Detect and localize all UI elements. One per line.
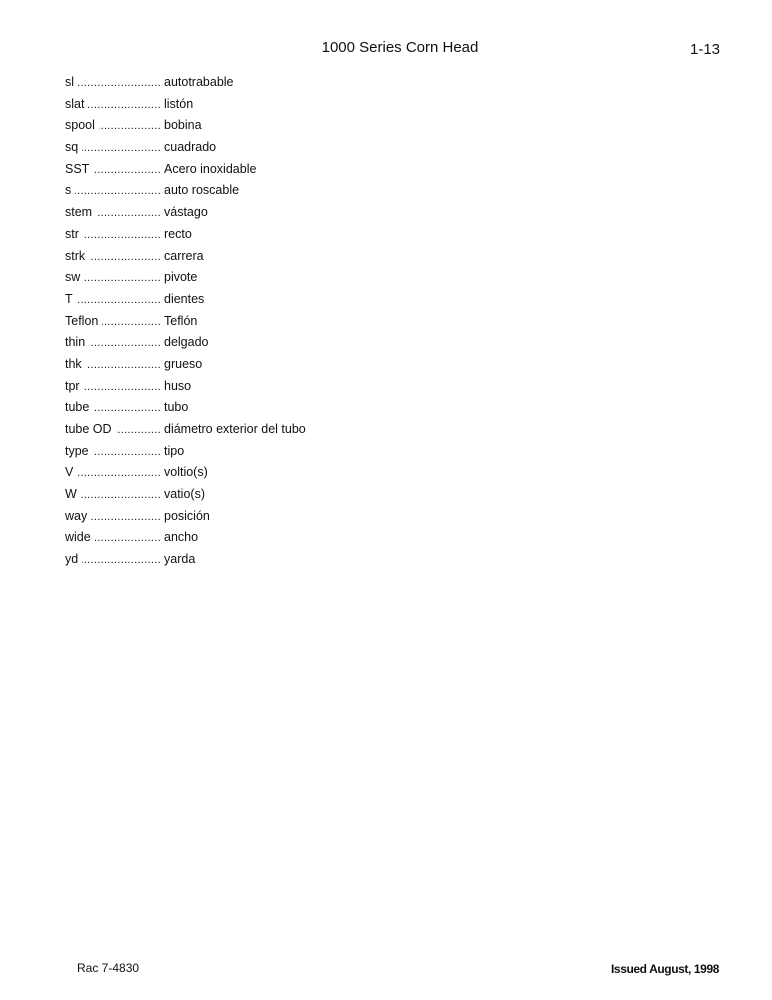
- glossary-term: Teflon: [65, 313, 99, 328]
- glossary-entry: [65, 419, 385, 441]
- glossary-meaning: autotrabable: [164, 75, 234, 89]
- glossary-term: V: [65, 465, 74, 480]
- glossary-entry: [65, 332, 385, 354]
- dot-leader: [95, 528, 161, 550]
- glossary-term: spool: [65, 118, 95, 133]
- dot-leader: [89, 247, 161, 269]
- glossary-list: [65, 72, 385, 571]
- glossary-meaning: recto: [164, 226, 192, 241]
- glossary-term: SST: [65, 161, 90, 176]
- glossary-meaning: yarda: [164, 552, 196, 567]
- glossary-meaning: posición: [164, 508, 210, 523]
- glossary-meaning: tubo: [164, 400, 189, 415]
- dot-leader: [82, 550, 161, 572]
- glossary-term: thin: [65, 335, 86, 350]
- dot-leader: [93, 398, 161, 420]
- glossary-meaning: tipo: [164, 443, 185, 458]
- glossary-entry: [65, 289, 385, 311]
- glossary-meaning: vástago: [164, 205, 208, 220]
- glossary-meaning: diámetro exterior del tubo: [164, 422, 306, 436]
- glossary-meaning: grueso: [164, 356, 203, 371]
- glossary-meaning: bobina: [164, 118, 202, 133]
- glossary-meaning: vatio(s): [164, 487, 205, 502]
- glossary-term: s: [65, 183, 72, 198]
- glossary-term: stem: [65, 205, 93, 220]
- dot-leader: [75, 181, 161, 203]
- glossary-term: tube: [65, 400, 90, 415]
- dot-leader: [116, 420, 161, 442]
- glossary-meaning: cuadrado: [164, 140, 217, 155]
- glossary-term: strk: [65, 248, 86, 263]
- glossary-meaning: Teflón: [164, 313, 198, 328]
- glossary-term: sw: [65, 270, 81, 285]
- page-title: 1000 Series Corn Head: [321, 39, 479, 56]
- glossary-entry: [65, 137, 385, 159]
- glossary-entry: [65, 549, 385, 571]
- glossary-entry: [65, 311, 385, 333]
- dot-leader: [82, 138, 161, 160]
- dot-leader: [84, 268, 161, 290]
- glossary-meaning: Acero inoxidable: [164, 161, 257, 176]
- glossary-term: thk: [65, 356, 82, 371]
- dot-leader: [96, 203, 161, 225]
- glossary-meaning: listón: [164, 96, 194, 111]
- dot-leader: [84, 377, 161, 399]
- glossary-term: yd: [65, 552, 79, 567]
- glossary-term: sl: [65, 75, 75, 89]
- dot-leader: [89, 333, 161, 355]
- glossary-meaning: dientes: [164, 291, 205, 306]
- dot-leader: [91, 507, 161, 529]
- dot-leader: [81, 485, 161, 507]
- glossary-entry: [65, 202, 385, 224]
- glossary-meaning: pivote: [164, 270, 198, 285]
- glossary-term: type: [65, 443, 89, 458]
- glossary-meaning: ancho: [164, 530, 199, 545]
- glossary-term: W: [65, 487, 77, 502]
- glossary-entry: [65, 462, 385, 484]
- glossary-meaning: huso: [164, 378, 192, 393]
- glossary-entry: [65, 72, 385, 94]
- dot-leader: [88, 95, 161, 117]
- dot-leader: [93, 160, 161, 182]
- dot-leader: [77, 290, 161, 312]
- glossary-entry: [65, 506, 385, 528]
- glossary-entry: [65, 441, 385, 463]
- glossary-entry: [65, 94, 385, 116]
- glossary-term: str: [65, 226, 79, 241]
- glossary-entry: [65, 159, 385, 181]
- glossary-entry: [65, 484, 385, 506]
- glossary-term: wide: [65, 530, 91, 545]
- glossary-entry: [65, 354, 385, 376]
- glossary-term: tube OD: [65, 422, 112, 436]
- glossary-entry: [65, 246, 385, 268]
- glossary-entry: [65, 267, 385, 289]
- glossary-meaning: delgado: [164, 335, 209, 350]
- glossary-meaning: voltio(s): [164, 465, 208, 480]
- document-number: Rac 7-4830: [77, 961, 140, 975]
- dot-leader: [83, 225, 161, 247]
- dot-leader: [77, 463, 161, 485]
- dot-leader: [99, 116, 161, 138]
- glossary-term: tpr: [65, 378, 80, 393]
- issue-date: Issued August, 1998: [611, 962, 719, 976]
- glossary-entry: [65, 527, 385, 549]
- glossary-entry: [65, 224, 385, 246]
- glossary-meaning: carrera: [164, 248, 204, 263]
- dot-leader: [102, 312, 161, 334]
- glossary-entry: [65, 397, 385, 419]
- glossary-term: slat: [65, 96, 85, 111]
- dot-leader: [93, 442, 161, 464]
- glossary-term: T: [65, 291, 73, 306]
- dot-leader: [78, 73, 161, 95]
- glossary-meaning: auto roscable: [164, 183, 240, 198]
- page-number: 1-13: [690, 41, 721, 58]
- glossary-entry: [65, 376, 385, 398]
- dot-leader: [86, 355, 161, 377]
- glossary-entry: [65, 180, 385, 202]
- glossary-term: way: [65, 508, 88, 523]
- glossary-term: sq: [65, 140, 79, 155]
- glossary-entry: [65, 115, 385, 137]
